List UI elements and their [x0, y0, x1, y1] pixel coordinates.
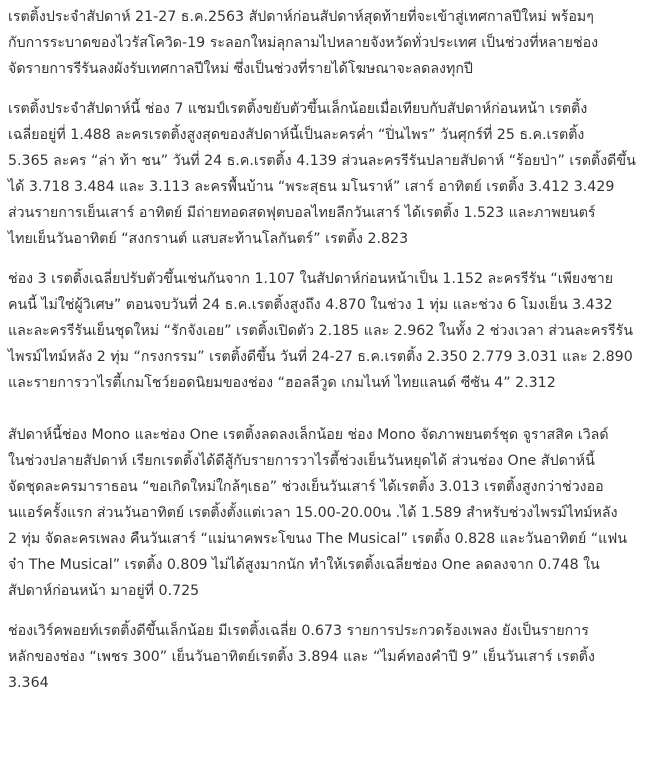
- paragraph-channel-7: [8, 96, 654, 252]
- paragraph-line: และรายการวาไรตี้เกมโชว์ยอดนิยมของช่อง “ฮอลลีวูด เกมไนท์ ไทยแลนด์ ซีซัน 4” 2.312: [8, 375, 556, 391]
- paragraph-line: เรตติ้งประจำสัปดาห์นี้ ช่อง 7 แชมป์เรตติ้งขยับตัวขึ้นเล็กน้อยเมื่อเทียบกับสัปดาห์ก่อนหน้า เรตติ้ง: [8, 101, 588, 117]
- paragraph-line: นแอร์ครั้งแรก ส่วนวันอาทิตย์ เรตติ้งตั้งแต่เวลา 15.00-20.00น .ได้ 1.589 สำหรับช่วงไพรม์ไทม์หลัง: [8, 505, 618, 521]
- paragraph-line: 5.365 ละคร “ล่า ท้า ชน” วันที่ 24 ธ.ค.เรตติ้ง 4.139 ส่วนละครรีรันปลายสัปดาห์ “ร้อยป่า” เรตติ้งดีขึ้น: [8, 153, 636, 169]
- paragraph-line: หลักของช่อง “เพชร 300” เย็นวันอาทิตย์เรตติ้ง 3.894 และ “ไมค์ทองคำปี 9” เย็นวันเสาร์ เรตติ้ง: [8, 649, 595, 665]
- paragraph-mono-one: [8, 422, 654, 604]
- paragraph-workpoint: [8, 618, 654, 696]
- paragraph-line: จ๋า The Musical” เรตติ้ง 0.809 ไม่ได้สูงมากนัก ทำให้เรตติ้งเฉลี่ยช่อง One ลดลงจาก 0.748 ใน: [8, 557, 600, 573]
- paragraph-line: จัดชุดละครมาราธอน “ขอเกิดใหม่ใกล้ๆเธอ” ช่วงเย็นวันเสาร์ ได้เรตติ้ง 3.013 เรตติ้งสูงกว่าช่วงออ: [8, 479, 604, 495]
- paragraph-line: สัปดาห์ก่อนหน้า มาอยู่ที่ 0.725: [8, 583, 200, 599]
- paragraph-line: 3.364: [8, 675, 49, 691]
- paragraph-line: จัดรายการรีรันลงผังรับเทศกาลปีใหม่ ซึ่งเป็นช่วงที่รายได้โฆษณาจะลดลงทุกปี: [8, 61, 473, 77]
- paragraph-line: เรตติ้งประจำสัปดาห์ 21-27 ธ.ค.2563 สัปดาห์ก่อนสัปดาห์สุดท้ายที่จะเข้าสู่เทศกาลปีใหม่ พร้อมๆ: [8, 9, 594, 25]
- paragraph-line: ได้ 3.718 3.484 และ 3.113 ละครพื้นบ้าน “พระสุธน มโนราห์” เสาร์ อาทิตย์ เรตติ้ง 3.412 3.429: [8, 179, 615, 195]
- paragraph-line: ไพรม์ไทม์หลัง 2 ทุ่ม “กรงกรรม” เรตติ้งดีขึ้น วันที่ 24-27 ธ.ค.เรตติ้ง 2.350 2.779 3.031 และ 2.890: [8, 349, 633, 365]
- paragraph-line: สัปดาห์นี้ช่อง Mono และช่อง One เรตติ้งลดลงเล็กน้อย ช่อง Mono จัดภาพยนตร์ชุด จูราสสิค เวิลด์: [8, 427, 609, 443]
- paragraph-line: เฉลี่ยอยู่ที่ 1.488 ละครเรตติ้งสูงสุดของสัปดาห์นี้เป็นละครค่ำ “ปิ่นไพร” วันศุกร์ที่ 25 ธ.ค.เรตติ้ง: [8, 127, 585, 143]
- paragraph-line: ไทยเย็นวันอาทิตย์ “สงกรานต์ แสบสะท้านโลกันตร์” เรตติ้ง 2.823: [8, 231, 409, 247]
- paragraph-line: และละครรีรันเย็นชุดใหม่ “รักจังเอย” เรตติ้งเปิดตัว 2.185 และ 2.962 ในทั้ง 2 ช่วงเวลา ส่วนละครรีรัน: [8, 323, 633, 339]
- paragraph-line: 2 ทุ่ม จัดละครเพลง คืนวันเสาร์ “แม่นาคพระโขนง The Musical” เรตติ้ง 0.828 และวันอาทิตย์ “แฟน: [8, 531, 627, 547]
- paragraph-line: กับการระบาดของไวรัสโควิด-19 ระลอกใหม่ลุกลามไปหลายจังหวัดทั่วประเทศ เป็นช่วงที่หลายช่อง: [8, 35, 599, 51]
- paragraph-intro: [8, 4, 654, 82]
- paragraph-line: ส่วนรายการเย็นเสาร์ อาทิตย์ มีถ่ายทอดสดฟุตบอลไทยลีกวันเสาร์ ได้เรตติ้ง 1.523 และภาพยนตร์: [8, 205, 596, 221]
- paragraph-line: ช่อง 3 เรตติ้งเฉลี่ยปรับตัวขึ้นเช่นกันจาก 1.107 ในสัปดาห์ก่อนหน้าเป็น 1.152 ละครรีรัน “เพียงชาย: [8, 271, 614, 287]
- paragraph-line: ในช่วงปลายสัปดาห์ เรียกเรตติ้งได้ดีสู้กับรายการวาไรตี้ช่วงเย็นวันหยุดได้ ส่วนช่อง One สัปดาห์นี้: [8, 453, 595, 469]
- paragraph-channel-3: [8, 266, 654, 396]
- paragraph-line: ช่องเวิร์คพอยท์เรตติ้งดีขึ้นเล็กน้อย มีเรตติ้งเฉลี่ย 0.673 รายการประกวดร้องเพลง ยังเป็นรายการ: [8, 623, 589, 639]
- paragraph-line: คนนี้ ไม่ใช่ผู้วิเศษ” ตอนจบวันที่ 24 ธ.ค.เรตติ้งสูงถึง 4.870 ในช่วง 1 ทุ่ม และช่วง 6 โมงเย็น 3.432: [8, 297, 613, 313]
